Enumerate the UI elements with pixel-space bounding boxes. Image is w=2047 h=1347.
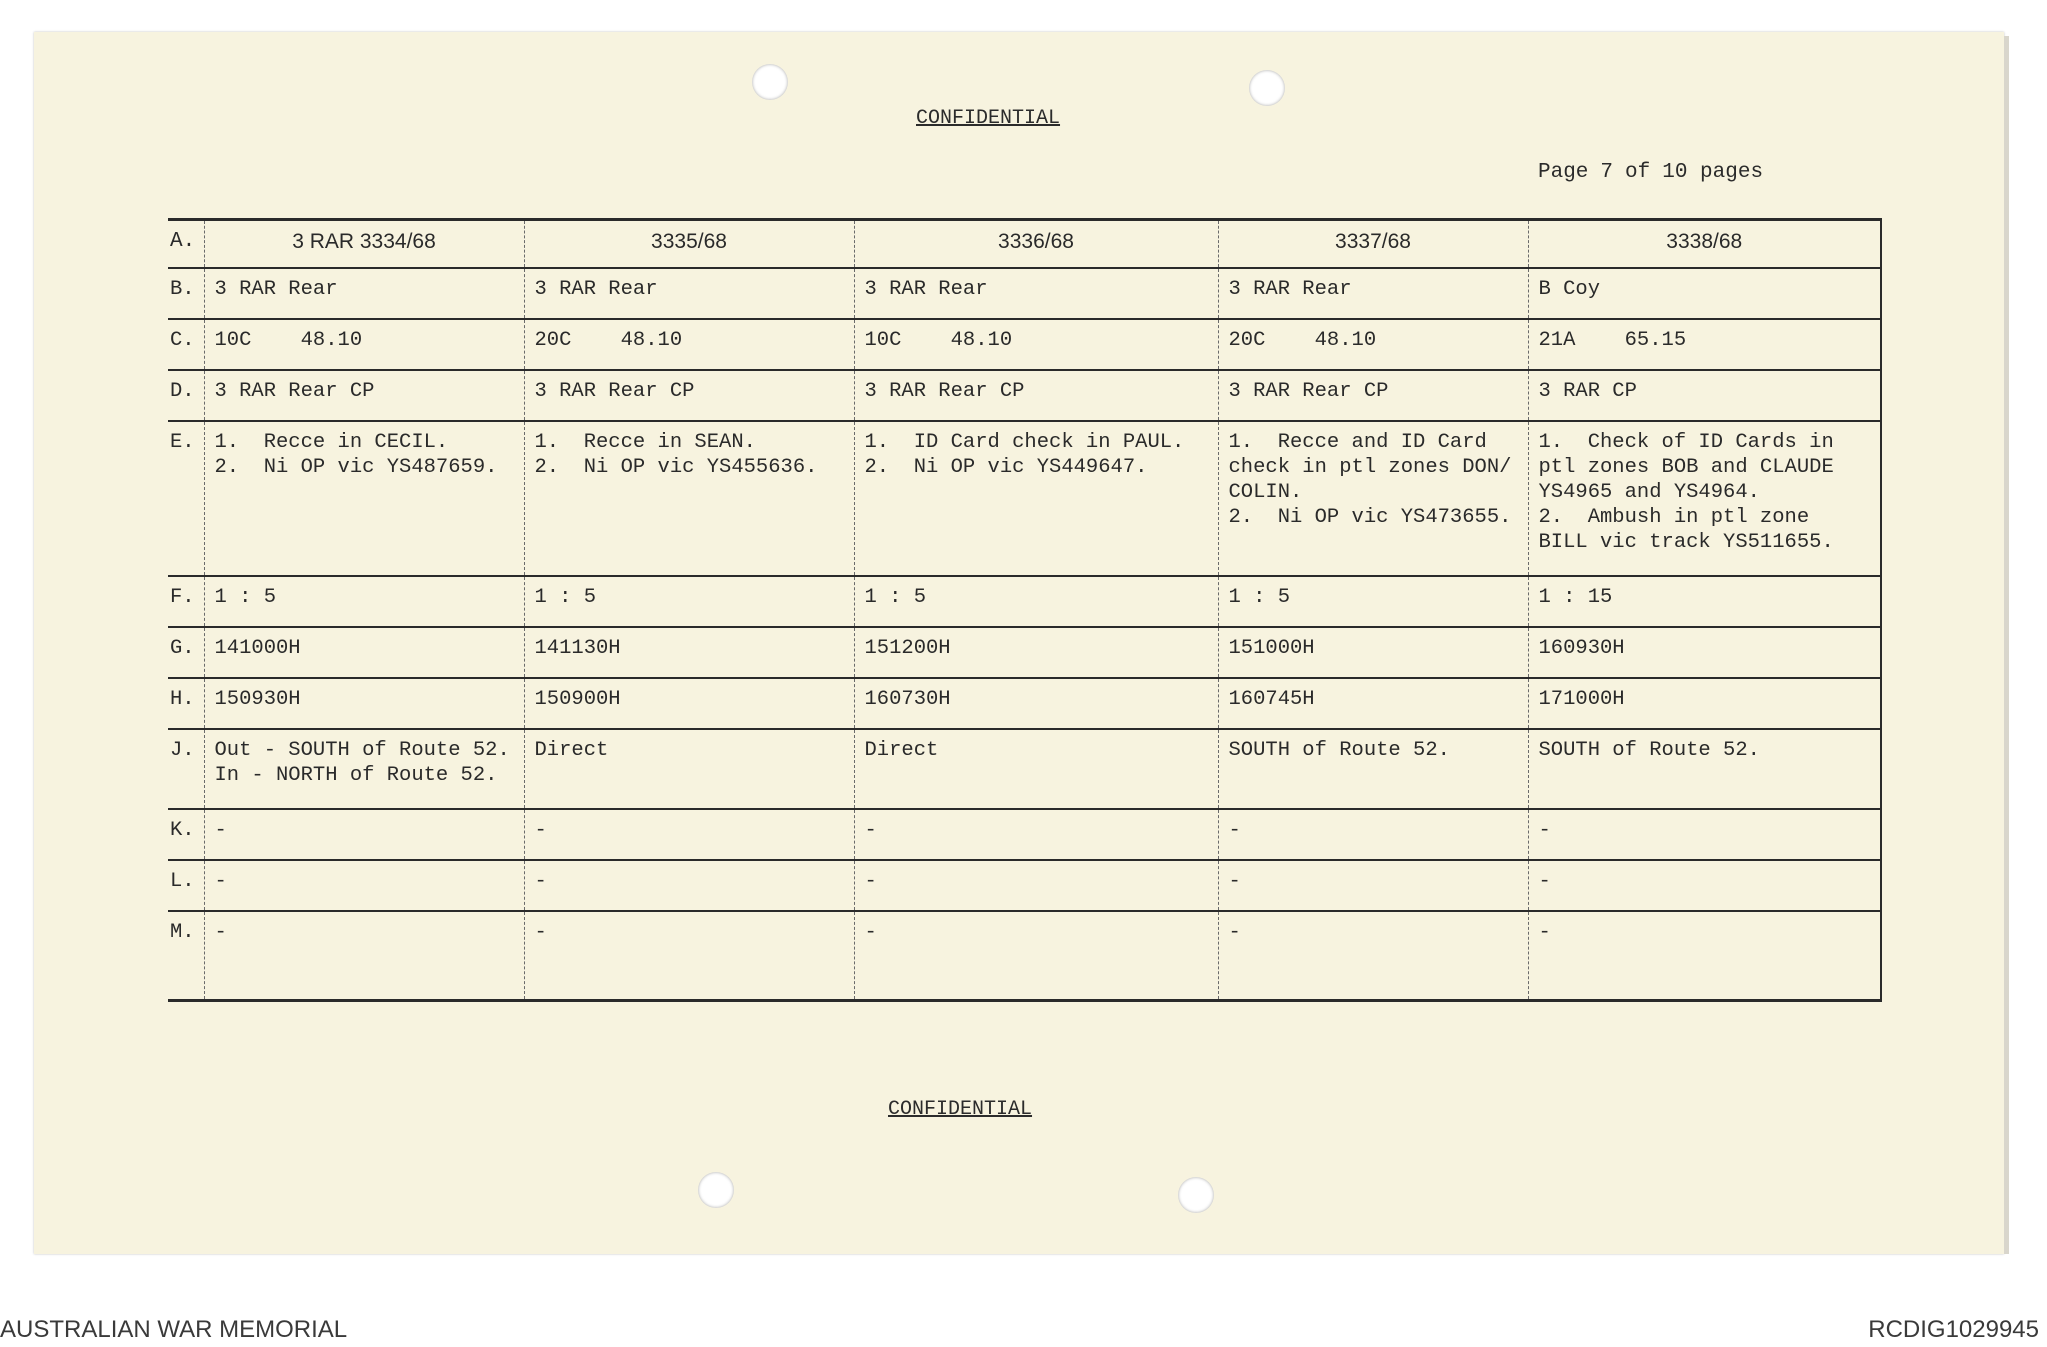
punch-hole-bottom-right bbox=[1178, 1177, 1214, 1213]
table-cell: 20C 48.10 bbox=[1218, 319, 1528, 370]
table-cell: 3 RAR CP bbox=[1528, 370, 1881, 421]
table-cell: - bbox=[1218, 911, 1528, 1001]
punch-hole-top-left bbox=[752, 64, 788, 100]
table-cell: 160730H bbox=[854, 678, 1218, 729]
table-row-m bbox=[168, 911, 1881, 1001]
table-cell: Out - SOUTH of Route 52. In - NORTH of Route 52. bbox=[204, 729, 524, 809]
table-cell: 3 RAR Rear bbox=[204, 268, 524, 319]
table-cell: 3 RAR Rear CP bbox=[1218, 370, 1528, 421]
table-cell: 3 RAR Rear bbox=[524, 268, 854, 319]
table-cell: 1 : 15 bbox=[1528, 576, 1881, 627]
table-cell: 3 RAR Rear CP bbox=[854, 370, 1218, 421]
row-label: E. bbox=[168, 421, 204, 576]
table-cell: SOUTH of Route 52. bbox=[1528, 729, 1881, 809]
row-label: J. bbox=[168, 729, 204, 809]
table-cell: 150900H bbox=[524, 678, 854, 729]
table-cell: 21A 65.15 bbox=[1528, 319, 1881, 370]
table-cell: 10C 48.10 bbox=[204, 319, 524, 370]
table-cell: 1 : 5 bbox=[1218, 576, 1528, 627]
table-cell: 3338/68 bbox=[1528, 220, 1881, 269]
row-label: A. bbox=[168, 220, 204, 269]
table-row-f bbox=[168, 576, 1881, 627]
page-total: 10 pages bbox=[1662, 161, 1764, 184]
page-edge bbox=[2004, 36, 2009, 1254]
table-cell: 141000H bbox=[204, 627, 524, 678]
table-cell: SOUTH of Route 52. bbox=[1218, 729, 1528, 809]
table-cell: 1. Recce and ID Card check in ptl zones DON/ COLIN. 2. Ni OP vic YS473655. bbox=[1218, 421, 1528, 576]
table-cell: Direct bbox=[854, 729, 1218, 809]
table-cell: - bbox=[524, 860, 854, 911]
page-label: Page bbox=[1538, 161, 1589, 184]
table-cell: 160930H bbox=[1528, 627, 1881, 678]
row-label: L. bbox=[168, 860, 204, 911]
table-row-g bbox=[168, 627, 1881, 678]
header-marking: CONFIDENTIAL bbox=[916, 107, 1061, 130]
table-cell: - bbox=[524, 911, 854, 1001]
punch-hole-bottom-left bbox=[698, 1172, 734, 1208]
table-cell: 20C 48.10 bbox=[524, 319, 854, 370]
table-cell: 1 : 5 bbox=[854, 576, 1218, 627]
table-cell: 160745H bbox=[1218, 678, 1528, 729]
table-row-c bbox=[168, 319, 1881, 370]
table-cell: 150930H bbox=[204, 678, 524, 729]
table-cell: B Coy bbox=[1528, 268, 1881, 319]
table-cell: 3 RAR Rear bbox=[854, 268, 1218, 319]
table-cell: Direct bbox=[524, 729, 854, 809]
table-cell: 151000H bbox=[1218, 627, 1528, 678]
table-cell: 3 RAR Rear bbox=[1218, 268, 1528, 319]
table-cell: 1. Recce in CECIL. 2. Ni OP vic YS487659. bbox=[204, 421, 524, 576]
table-cell: 3335/68 bbox=[524, 220, 854, 269]
table-cell: - bbox=[854, 911, 1218, 1001]
table-cell: 3336/68 bbox=[854, 220, 1218, 269]
punch-hole-top-right bbox=[1249, 70, 1285, 106]
row-label: B. bbox=[168, 268, 204, 319]
page-current: 7 bbox=[1600, 161, 1614, 184]
table-cell: - bbox=[1528, 809, 1881, 860]
table-cell: - bbox=[1528, 911, 1881, 1001]
table-cell: - bbox=[854, 860, 1218, 911]
row-label: F. bbox=[168, 576, 204, 627]
table-cell: 151200H bbox=[854, 627, 1218, 678]
table-row-h bbox=[168, 678, 1881, 729]
table-cell: - bbox=[204, 860, 524, 911]
table-cell: 1 : 5 bbox=[204, 576, 524, 627]
table-cell: 1. Recce in SEAN. 2. Ni OP vic YS455636. bbox=[524, 421, 854, 576]
table-cell: 1. Check of ID Cards in ptl zones BOB and CLAUDE YS4965 and YS4964. 2. Ambush in ptl zone BILL vic track YS511655. bbox=[1528, 421, 1881, 576]
archive-item-id: RCDIG1029945 bbox=[1868, 1316, 2039, 1343]
patrol-table bbox=[168, 218, 1882, 1002]
table-cell: 3 RAR Rear CP bbox=[204, 370, 524, 421]
table-cell: 3 RAR 3334/68 bbox=[204, 220, 524, 269]
table-cell: - bbox=[524, 809, 854, 860]
table-cell: 3 RAR Rear CP bbox=[524, 370, 854, 421]
table-row-l bbox=[168, 860, 1881, 911]
archive-institution: AUSTRALIAN WAR MEMORIAL bbox=[0, 1316, 348, 1343]
table-cell: - bbox=[204, 809, 524, 860]
table-row-j bbox=[168, 729, 1881, 809]
table-row-a bbox=[168, 220, 1881, 269]
row-label: G. bbox=[168, 627, 204, 678]
page-number bbox=[1538, 161, 1763, 184]
table-cell: 10C 48.10 bbox=[854, 319, 1218, 370]
table-row-d bbox=[168, 370, 1881, 421]
table-cell: - bbox=[1218, 809, 1528, 860]
table-cell: 3337/68 bbox=[1218, 220, 1528, 269]
page-of-label: of bbox=[1625, 161, 1651, 184]
row-label: C. bbox=[168, 319, 204, 370]
table-cell: - bbox=[854, 809, 1218, 860]
table-cell: 141130H bbox=[524, 627, 854, 678]
row-label: H. bbox=[168, 678, 204, 729]
row-label: K. bbox=[168, 809, 204, 860]
table-cell: - bbox=[204, 911, 524, 1001]
table-cell: - bbox=[1218, 860, 1528, 911]
table-row-b bbox=[168, 268, 1881, 319]
footer-marking: CONFIDENTIAL bbox=[888, 1098, 1033, 1121]
table-cell: 1 : 5 bbox=[524, 576, 854, 627]
table-row-k bbox=[168, 809, 1881, 860]
table-cell: - bbox=[1528, 860, 1881, 911]
table-cell: 171000H bbox=[1528, 678, 1881, 729]
row-label: M. bbox=[168, 911, 204, 1001]
table-cell: 1. ID Card check in PAUL. 2. Ni OP vic YS449647. bbox=[854, 421, 1218, 576]
row-label: D. bbox=[168, 370, 204, 421]
table-row-e bbox=[168, 421, 1881, 576]
